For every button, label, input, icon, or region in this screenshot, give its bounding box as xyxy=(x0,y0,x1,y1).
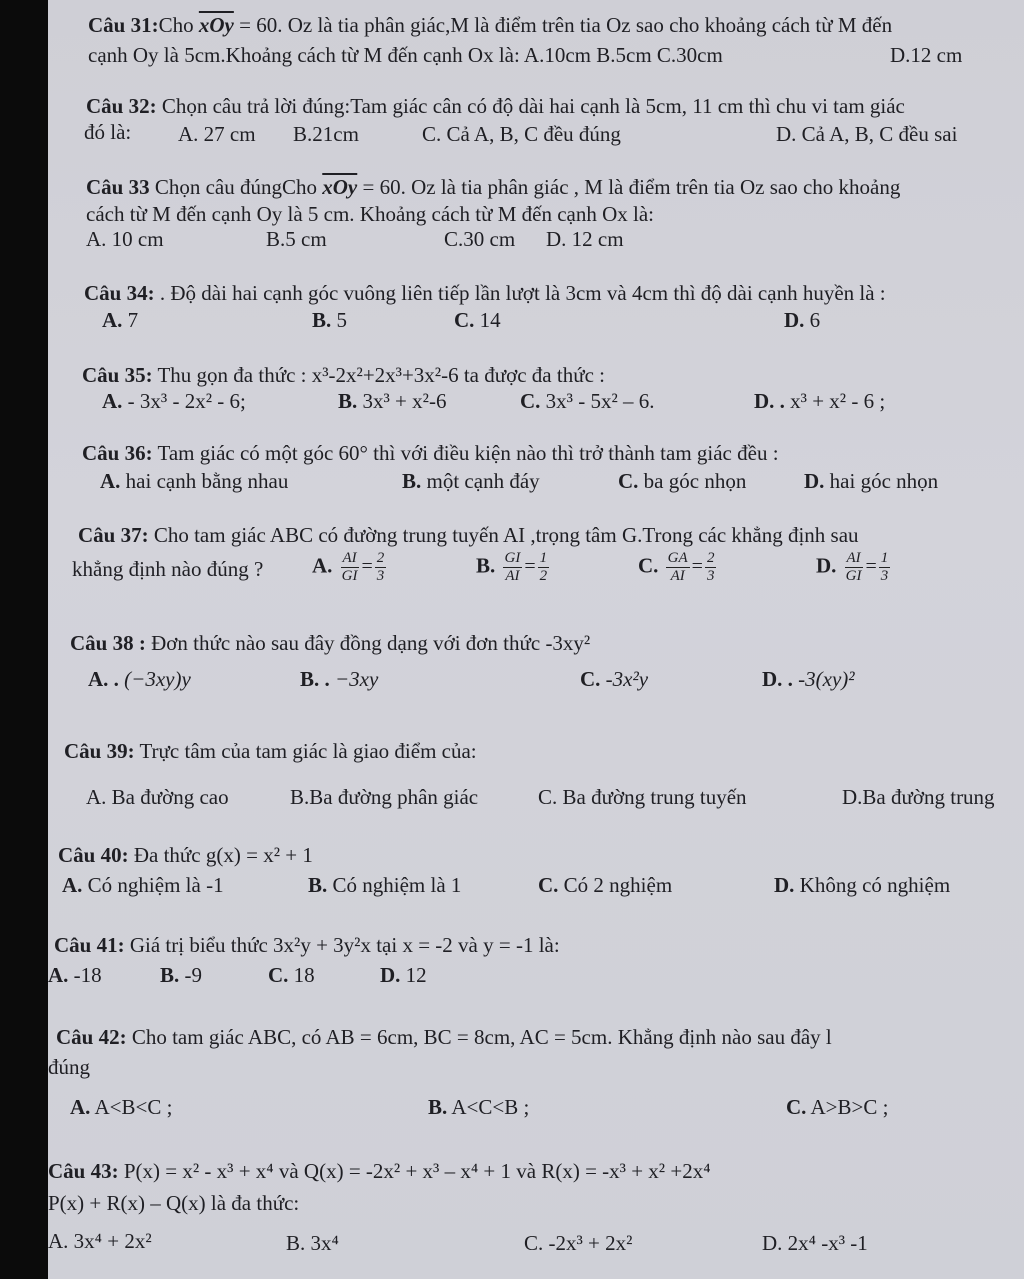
question-41-option-d: D. 12 xyxy=(380,963,427,987)
question-38-label: Câu 38 : xyxy=(70,631,146,655)
question-38-option-c: C. -3x²y xyxy=(580,667,649,691)
question-38-option-a: A. . (−3xy)y xyxy=(88,667,191,691)
question-42-label: Câu 42: xyxy=(56,1025,127,1049)
question-39-option-d: D.Ba đường trung xyxy=(842,785,995,809)
question-35-line-1: Câu 35: Thu gọn đa thức : x³-2x²+2x³+3x²-6 ta được đa thức : xyxy=(82,363,605,387)
question-32-label: Câu 32: xyxy=(86,94,157,118)
question-32-option-d: D. Cả A, B, C đều sai xyxy=(776,122,958,146)
question-33-option-d: D. 12 cm xyxy=(546,227,624,251)
question-35-option-d: D. . x³ + x² - 6 ; xyxy=(754,389,886,413)
question-34-text: . Độ dài hai cạnh góc vuông liên tiếp lần lượt là 3cm và 4cm thì độ dài cạnh huyền là : xyxy=(154,281,886,305)
question-33-label: Câu 33 xyxy=(86,175,150,199)
question-32-prefix: đó là: xyxy=(84,120,132,144)
question-36-option-d: D. hai góc nhọn xyxy=(804,469,939,493)
question-34-option-b: B. 5 xyxy=(312,308,348,332)
question-33-line-2: cách từ M đến cạnh Oy là 5 cm. Khoảng cách từ M đến cạnh Ox là: xyxy=(86,202,654,226)
question-36-text: Tam giác có một góc 60° thì với điều kiện nào thì trở thành tam giác đều : xyxy=(152,441,779,465)
question-35-polynomial: x³-2x²+2x³+3x²-6 xyxy=(311,363,459,387)
question-40-option-a: A. Có nghiệm là -1 xyxy=(62,873,224,897)
question-43-option-d: D. 2x⁴ -x³ -1 xyxy=(762,1231,868,1255)
question-39-option-b: B.Ba đường phân giác xyxy=(290,785,479,809)
question-42-line-1 xyxy=(56,1024,832,1050)
question-33-option-b: B.5 cm xyxy=(266,227,327,251)
question-43-option-c: C. -2x³ + 2x² xyxy=(524,1231,633,1255)
question-37-line-1 xyxy=(78,522,859,548)
question-35-option-c: C. 3x³ - 5x² – 6. xyxy=(520,389,655,413)
question-42-option-a: A. A<B<C ; xyxy=(70,1095,173,1119)
question-39-line-1 xyxy=(64,738,477,764)
question-32-option-a: A. 27 cm xyxy=(178,122,256,146)
question-34-line-1 xyxy=(84,280,886,306)
question-34-option-c: C. 14 xyxy=(454,308,501,332)
question-41-option-b: B. -9 xyxy=(160,963,203,987)
exam-page xyxy=(48,0,1024,1279)
question-40-text: Đa thức g(x) = x² + 1 xyxy=(128,843,313,867)
question-31-line-1 xyxy=(88,12,892,38)
question-37-text: Cho tam giác ABC có đường trung tuyến AI ,trọng tâm G.Trong các khẳng định sau xyxy=(148,523,859,547)
question-42-line-2: đúng xyxy=(48,1055,90,1079)
question-40-option-d: D. Không có nghiệm xyxy=(774,873,951,897)
question-34-option-a: A. 7 xyxy=(102,308,139,332)
question-40-option-b: B. Có nghiệm là 1 xyxy=(308,873,462,897)
question-43-option-a: A. 3x⁴ + 2x² xyxy=(48,1229,152,1253)
question-33-option-a: A. 10 cm xyxy=(86,227,164,251)
question-39-option-a: A. Ba đường cao xyxy=(86,785,229,809)
question-39-option-c: C. Ba đường trung tuyến xyxy=(538,785,747,809)
question-43-line-1 xyxy=(48,1158,711,1184)
question-39-label: Câu 39: xyxy=(64,739,135,763)
question-41-option-a: A. -18 xyxy=(48,963,102,987)
question-42-option-b: B. A<C<B ; xyxy=(428,1095,530,1119)
question-40-label: Câu 40: xyxy=(58,843,129,867)
question-34-label: Câu 34: xyxy=(84,281,155,305)
question-31-angle: $\overline{xOy}$ xyxy=(198,13,234,37)
question-37-prefix: khẳng định nào đúng ? xyxy=(72,557,264,581)
question-34-option-d: D. 6 xyxy=(784,308,821,332)
question-31-option-d: D.12 cm xyxy=(890,43,963,67)
question-43-option-b: B. 3x⁴ xyxy=(286,1231,339,1255)
question-37-option-b: B. $\frac{GI}{AI}$ = $\frac{1}{2}$ xyxy=(476,550,548,584)
question-33-text-post: = 60. Oz là tia phân giác , M là điểm trên tia Oz sao cho khoảng xyxy=(357,175,901,199)
question-37-option-c: C. $\frac{GA}{AI}$ = $\frac{2}{3}$ xyxy=(638,550,715,584)
question-36-option-c: C. ba góc nhọn xyxy=(618,469,747,493)
question-38-text: Đơn thức nào sau đây đồng dạng với đơn thức -3xy² xyxy=(145,631,591,655)
question-38-option-d: D. . -3(xy)² xyxy=(762,667,855,691)
question-32-line-1 xyxy=(86,93,905,119)
question-35-option-a: A. - 3x³ - 2x² - 6; xyxy=(102,389,246,413)
question-37-option-d: D. $\frac{AI}{GI}$ = $\frac{1}{3}$ xyxy=(816,550,889,584)
question-43-label: Câu 43: xyxy=(48,1159,119,1183)
question-40-line-1 xyxy=(58,842,313,868)
question-32-text: Chọn câu trả lời đúng:Tam giác cân có độ dài hai cạnh là 5cm, 11 cm thì chu vi tam giác xyxy=(156,94,905,118)
question-36-line-1 xyxy=(82,440,779,466)
question-41-text: Giá trị biểu thức 3x²y + 3y²x tại x = -2 và y = -1 là: xyxy=(124,933,560,957)
question-33-text-pre: Chọn câu đúngCho xyxy=(149,175,323,199)
question-31-text-post: = 60. Oz là tia phân giác,M là điểm trên tia Oz sao cho khoảng cách từ M đến xyxy=(233,13,893,37)
question-41-option-c: C. 18 xyxy=(268,963,315,987)
question-41-label: Câu 41: xyxy=(54,933,125,957)
question-31-label: Câu 31: xyxy=(88,13,159,37)
question-39-text: Trực tâm của tam giác là giao điểm của: xyxy=(134,739,477,763)
question-37-label: Câu 37: xyxy=(78,523,149,547)
question-43-line-2: P(x) + R(x) – Q(x) là đa thức: xyxy=(48,1191,300,1215)
question-40-option-c: C. Có 2 nghiệm xyxy=(538,873,673,897)
question-31-line-2: cạnh Oy là 5cm.Khoảng cách từ M đến cạnh Ox là: A.10cm B.5cm C.30cm xyxy=(88,43,723,67)
question-33-angle: $\overline{xOy}$ xyxy=(322,175,358,199)
question-38-option-b: B. . −3xy xyxy=(300,667,379,691)
question-35-option-b: B. 3x³ + x²-6 xyxy=(338,389,447,413)
question-37-option-a: A. $\frac{AI}{GI}$ = $\frac{2}{3}$ xyxy=(312,550,385,584)
question-41-line-1 xyxy=(54,932,560,958)
question-36-option-b: B. một cạnh đáy xyxy=(402,469,540,493)
question-38-line-1 xyxy=(70,630,590,656)
question-36-option-a: A. hai cạnh bằng nhau xyxy=(100,469,289,493)
question-43-text: P(x) = x² - x³ + x⁴ và Q(x) = -2x² + x³ – x⁴ + 1 và R(x) = -x³ + x² +2x⁴ xyxy=(118,1159,711,1183)
question-42-text: Cho tam giác ABC, có AB = 6cm, BC = 8cm, AC = 5cm. Khẳng định nào sau đây l xyxy=(126,1025,832,1049)
question-33-line-1 xyxy=(86,174,900,200)
question-42-option-c: C. A>B>C ; xyxy=(786,1095,889,1119)
question-32-option-b: B.21cm xyxy=(293,122,359,146)
question-31-text-pre: Cho xyxy=(158,13,199,37)
question-36-label: Câu 36: xyxy=(82,441,153,465)
question-35-label: Câu 35: xyxy=(82,363,153,387)
question-33-option-c: C.30 cm xyxy=(444,227,516,251)
question-32-option-c: C. Cả A, B, C đều đúng xyxy=(422,122,621,146)
